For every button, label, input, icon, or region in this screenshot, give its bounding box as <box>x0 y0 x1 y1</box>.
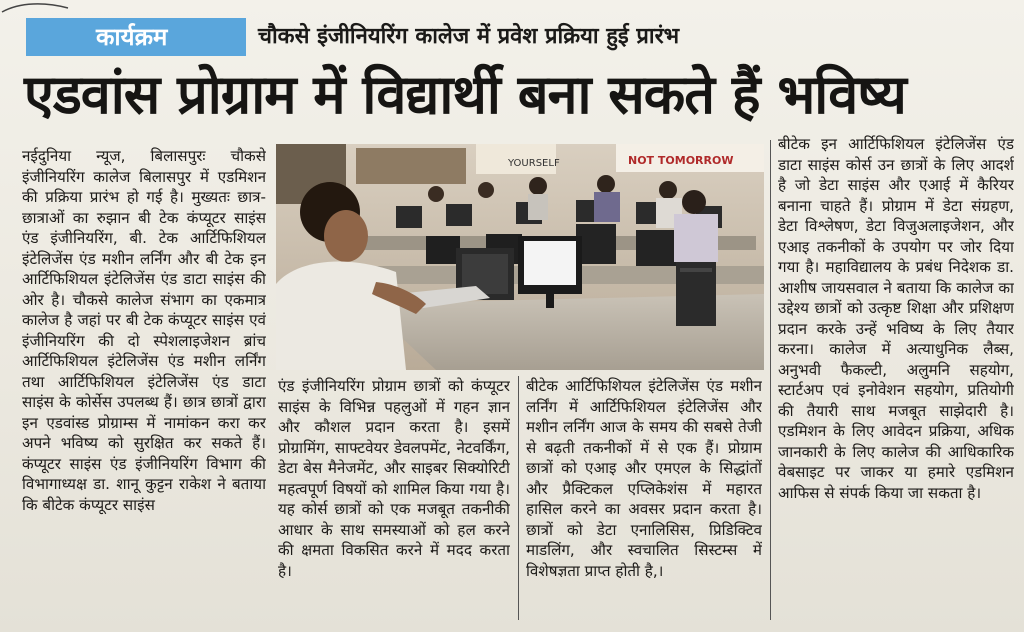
computer-lab-illustration <box>276 144 764 370</box>
article-column-1: नईदुनिया न्यूज, बिलासपुरः चौकसे इंजीनियरिंग कालेज बिलासपुर में एडमिशन की प्रक्रिया प्रारंभ हो गई है। मुख्यतः छात्र-छात्राओं का रुझान बी टेक कंप्यूटर साइंस एंड इंजीनियरिंग, बी. टेक आर्टिफिशियल इंटेलिजेंस एंड मशीन लर्निंग और बी टेक इन आर्टिफिशियल इंटेलिजेंस एंड डाटा साइंस की ओर है। चौकसे कालेज संभाग का एकमात्र कालेज है जहां पर बी टेक कंप्यूटर साइंस एवं इंजीनियरिंग की दो स्पेशलाइजेशन ब्रांच आर्टिफिशियल इंटेलिजेंस एंड मशीन लर्निंग तथा आर्टिफिशियल इंटेलिजेंस एंड डाटा साइंस के कोर्सेस उपलब्ध हैं। छात्र छात्रों द्वारा इन एडवांस्ड प्रोग्राम्स में नामांकन करा कर अपने भविष्य को सुरक्षित कर सकते हैं। कंप्यूटर साइंस एंड इंजीनियरिंग विभाग की विभागाध्यक्ष डा. शानू कुट्टन राकेश ने बताया कि बीटेक कंप्यूटर साइंस <box>22 147 266 514</box>
kicker-headline: चौकसे इंजीनियरिंग कालेज में प्रवेश प्रक्रिया हुई प्रारंभ <box>258 24 680 49</box>
article-column-3: बीटेक आर्टिफिशियल इंटेलिजेंस एंड मशीन लर्निंग में आर्टिफिशियल इंटेलिजेंस और मशीन लर्निंग आज के समय की सबसे तेजी से बढ़ती तकनीकों में से एक हैं। प्रोग्राम छात्रों को एआइ और एमएल के सिद्धांतों और प्रैक्टिकल एप्लिकेशंस में महारत हासिल करने का अवसर प्रदान करता है। छात्रों को डेटा एनालिसिस, प्रिडिक्टिव माडलिंग, और स्वचालित सिस्टम्स में विशेषज्ञता प्राप्त होती है,। <box>526 377 762 580</box>
column-divider <box>770 140 771 620</box>
main-headline: एडवांस प्रोग्राम में विद्यार्थी बना सकते हैं भविष्य <box>24 63 906 126</box>
section-tag: कार्यक्रम <box>26 18 246 56</box>
article-column-4: बीटेक इन आर्टिफिशियल इंटेलिजेंस एंड डाटा साइंस कोर्स उन छात्रों के लिए आदर्श है जो डेटा साइंस और एआई में कैरियर बनाना चाहते हैं। प्रोग्राम में डेटा संग्रहण, डेटा विश्लेषण, डेटा विजुअलाइजेशन, और एआइ तकनीकों के उपयोग पर जोर दिया गया है। महाविद्यालय के प्रबंध निदेशक डा. आशीष जायसवाल ने बताया कि कालेज का उद्देश्य छात्रों को उत्कृष्ट शिक्षा और प्रशिक्षण प्रदान करके उन्हें भविष्य के लिए तैयार करना। कालेज में अत्याधुनिक लैब्स, अनुभवी फैकल्टी, अलुमनि सहयोग, स्टार्टअप एवं इनोवेशन सहयोग, प्रतियोगी की तैयारी साथ मजबूत साझेदारी है। एडमिशन के लिए आवेदन प्रक्रिया, अधिक जानकारी के लिए कालेज की आधिकारिक वेबसाइट पर जाकर या हमारे एडमिशन आफिस से संपर्क किया जा सकता है। <box>778 135 1014 502</box>
article-column-2: एंड इंजीनियरिंग प्रोग्राम छात्रों को कंप्यूटर साइंस के विभिन्न पहलुओं में गहन ज्ञान और कौशल प्रदान करता है। इसमें प्रोग्रामिंग, साफ्टवेयर डेवलपमेंट, नेटवर्किंग, डेटा बेस मैनेजमेंट, और साइबर सिक्योरिटी महत्वपूर्ण विषयों को शामिल किया गया है। यह कोर्स छात्रों को एक मजबूत तकनीकी आधार के साथ समस्याओं को हल करने की क्षमता विकसित करने में मदद करता है। <box>278 377 510 580</box>
wall-sign-tomorrow: NOT TOMORROW <box>628 154 734 167</box>
wall-sign-yourself: YOURSELF <box>508 158 560 169</box>
column-divider <box>518 376 519 620</box>
classroom-photo <box>276 144 764 370</box>
page-curl-mark <box>0 0 70 14</box>
